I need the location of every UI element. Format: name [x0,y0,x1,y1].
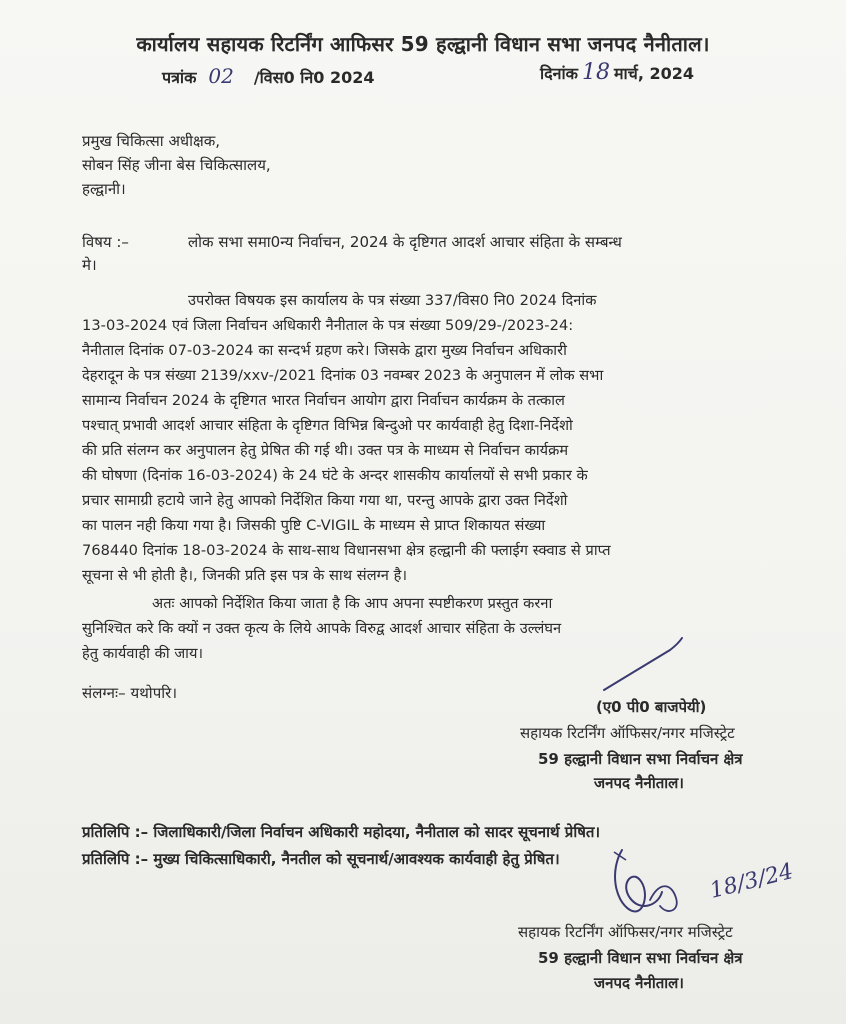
body-line: सुनिश्चित करे कि क्यों न उक्त कृत्य के लिये आपके विरुद्व आदर्श आचार संहिता के उल्लंघन [82,620,562,637]
addressee-line-3: हल्द्वानी। [82,180,126,198]
enclosure-note: संलग्नः– यथोपरि। [82,684,178,702]
signatory-district: जनपद नैनीताल। [594,774,684,792]
body-line: की प्रति संलग्न कर अनुपालन हेतु प्रेषित की गई थी। उक्त पत्र के माध्यम से निर्वाचन कार्यक्रम [82,442,569,459]
body-line: सामान्य निर्वाचन 2024 के दृष्टिगत भारत निर्वाचन आयोग द्वारा निर्वाचन कार्यक्रम के तत्काल [82,392,566,409]
handwritten-date: 18/3/24 [707,859,796,904]
addressee-line-1: प्रमुख चिकित्सा अधीक्षक, [82,132,221,150]
reference-label: पत्रांक [162,68,197,87]
reference-number [162,64,374,88]
body-line: 13-03-2024 एवं जिला निर्वाचन अधिकारी नैनीताल के पत्र संख्या 509/29-/2023-24: [82,317,574,334]
body-line: देहरादून के पत्र संख्या 2139/xxv-/2021 दिनांक 03 नवम्बर 2023 के अनुपालन में लोक सभा [82,367,604,384]
signatory2-district: जनपद नैनीताल। [594,974,684,992]
addressee-line-2: सोबन सिंह जीना बेस चिकित्सालय, [82,156,271,174]
signatory2-designation: सहायक रिटर्निंग ऑफिसर/नगर मजिस्ट्रेट [518,923,733,941]
body-line: प्रचार सामाग्री हटाये जाने हेतु आपको निर्देशित किया गया था, परन्तु आपके द्वारा उक्त निर्देशो [82,492,568,509]
subject-continuation: मे। [82,256,97,274]
date-rest: मार्च, 2024 [613,64,695,83]
signatory2-constituency: 59 हल्द्वानी विधान सभा निर्वाचन क्षेत्र [538,949,743,967]
body-line: उपरोक्त विषयक इस कार्यालय के पत्र संख्या 337/विस0 नि0 2024 दिनांक [188,292,597,309]
signatory-constituency: 59 हल्द्वानी विधान सभा निर्वाचन क्षेत्र [538,750,743,768]
body-line: नैनीताल दिनांक 07-03-2024 का सन्दर्भ ग्रहण करे। जिसके द्वारा मुख्य निर्वाचन अधिकारी [82,342,567,359]
office-header: कार्यालय सहायक रिटर्निंग आफिसर 59 हल्द्वानी विधान सभा जनपद नैनीताल। [136,32,710,56]
body-line: सूचना से भी होती है।, जिनकी प्रति इस पत्र के साथ संलग्न है। [82,567,408,584]
reference-suffix: /विस0 नि0 2024 [253,68,375,87]
letter-date [540,60,694,85]
reference-handwritten-number: 02 [208,64,234,88]
signatory-designation: सहायक रिटर्निंग ऑफिसर/नगर मजिस्ट्रेट [520,724,735,742]
copy-line-2: प्रतिलिपि :– मुख्य चिकित्साधिकारी, नैनतील को सूचनार्थ/आवश्यक कार्यवाही हेतु प्रेषित। [82,850,560,868]
body-line: अतः आपको निर्देशित किया जाता है कि आप अपना स्पष्टीकरण प्रस्तुत करना [152,595,553,612]
body-line: 768440 दिनांक 18-03-2024 के साथ-साथ विधानसभा क्षेत्र हल्द्वानी की फ्लाईग स्क्वाड से प्राप्त [82,542,611,559]
subject-text: लोक सभा समा0न्य निर्वाचन, 2024 के दृष्टिगत आदर्श आचार संहिता के सम्बन्ध [188,233,622,251]
signatory-name: (ए0 पी0 बाजपेयी) [596,698,707,716]
body-line: का पालन नही किया गया है। जिसकी पुष्टि C-VIGIL के माध्यम से प्राप्त शिकायत संख्या [82,517,546,534]
signature-mark [600,630,690,700]
date-label: दिनांक [540,64,578,83]
copy-line-1: प्रतिलिपि :– जिलाधिकारी/जिला निर्वाचन अधिकारी महोदया, नैनीताल को सादर सूचनार्थ प्रेषित। [82,823,601,841]
date-handwritten-day: 18 [581,60,610,85]
subject-label: विषय :– [82,233,129,251]
body-line: पश्चात् प्रभावी आदर्श आचार संहिता के दृष्टिगत विभिन्न बिन्दुओ पर कार्यवाही हेतु दिशा-निर्देशो [82,417,573,434]
body-line: हेतु कार्यवाही की जाय। [82,645,204,662]
body-line: की घोषणा (दिनांक 16-03-2024) के 24 घंटे के अन्दर शासकीय कार्यालयों से सभी प्रकार के [82,467,588,484]
